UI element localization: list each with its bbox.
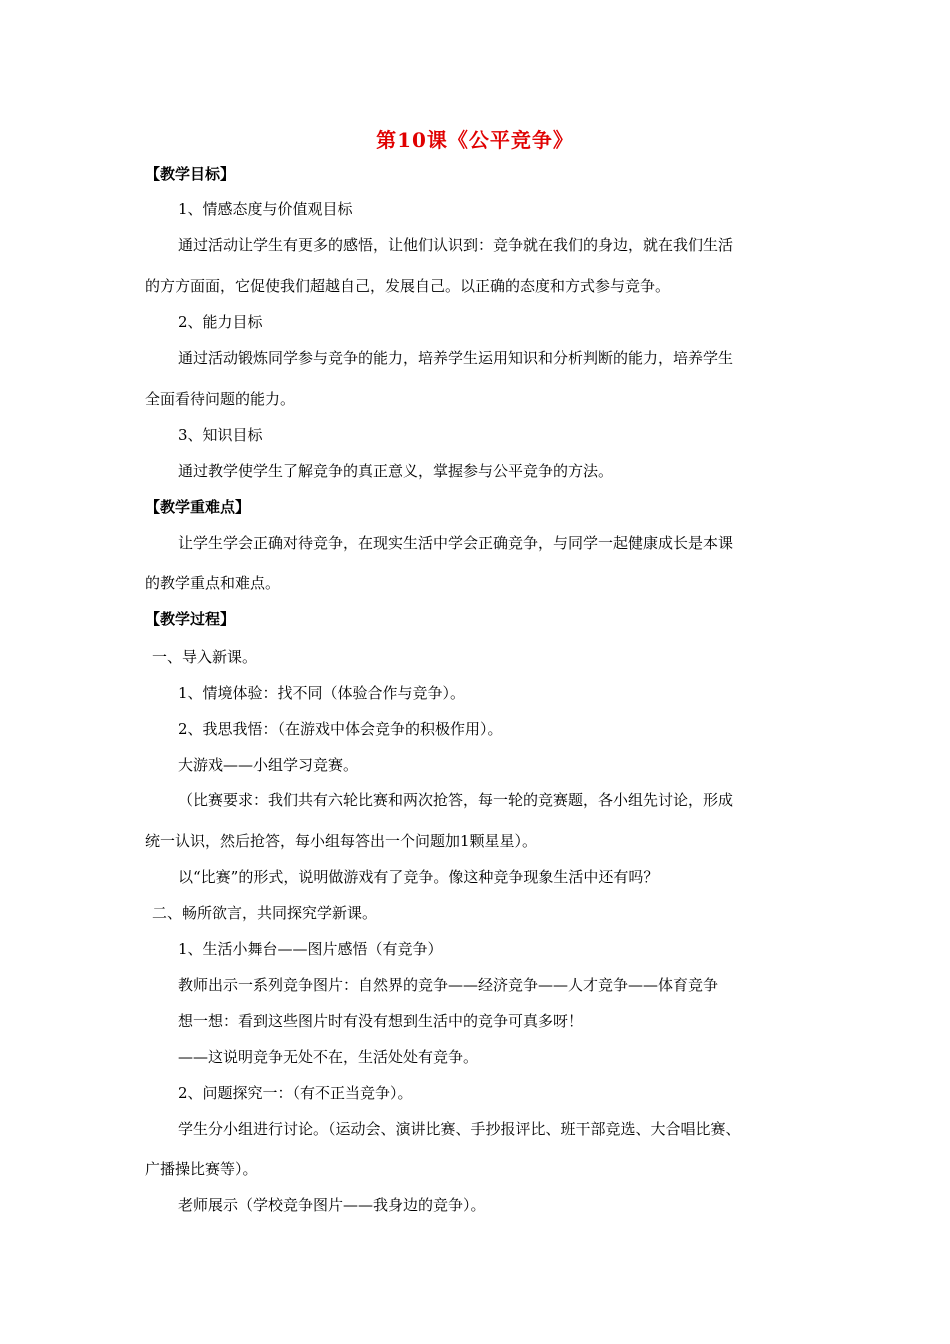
paragraph-line: 以“比赛”的形式，说明做游戏有了竞争。像这种竞争现象生活中还有吗？ xyxy=(178,868,659,886)
paragraph-line: 通过教学使学生了解竞争的真正意义，掌握参与公平竞争的方法。 xyxy=(178,462,614,480)
section-heading-key-points: 【教学重难点】 xyxy=(145,498,251,516)
paragraph-line: 统一认识，然后抢答，每小组每答出一个问题加1颗星星）。 xyxy=(145,832,538,850)
paragraph-line: 一、导入新课。 xyxy=(152,648,258,666)
paragraph-line: 1、生活小舞台——图片感悟（有竞争） xyxy=(178,940,443,958)
paragraph-line: 2、我思我悟：（在游戏中体会竞争的积极作用）。 xyxy=(178,720,503,738)
section-heading-objectives: 【教学目标】 xyxy=(145,165,236,183)
paragraph-line: 老师展示（学校竞争图片——我身边的竞争）。 xyxy=(178,1196,486,1214)
paragraph-line: 大游戏——小组学习竞赛。 xyxy=(178,756,359,774)
paragraph-line: 全面看待问题的能力。 xyxy=(145,390,296,408)
paragraph-line: 二、畅所欲言，共同探究学新课。 xyxy=(152,904,378,922)
paragraph-line: 让学生学会正确对待竞争，在现实生活中学会正确竞争，与同学一起健康成长是本课 xyxy=(178,534,734,552)
paragraph-line: 通过活动锻炼同学参与竞争的能力，培养学生运用知识和分析判断的能力，培养学生 xyxy=(178,349,734,367)
paragraph-line: （比赛要求：我们共有六轮比赛和两次抢答，每一轮的竞赛题，各小组先讨论，形成 xyxy=(178,791,734,809)
paragraph-line: 的方方面面，它促使我们超越自己，发展自己。以正确的态度和方式参与竞争。 xyxy=(145,277,671,295)
paragraph-line: ——这说明竞争无处不在，生活处处有竞争。 xyxy=(178,1048,479,1066)
paragraph-line: 广播操比赛等）。 xyxy=(145,1160,258,1178)
paragraph-line: 3、知识目标 xyxy=(178,426,263,444)
document-title: 第10课《公平竞争》 xyxy=(376,128,574,152)
paragraph-line: 2、能力目标 xyxy=(178,313,263,331)
paragraph-line: 1、情境体验：找不同（体验合作与竞争）。 xyxy=(178,684,466,702)
paragraph-line: 学生分小组进行讨论。（运动会、演讲比赛、手抄报评比、班干部竞选、大合唱比赛、 xyxy=(178,1120,741,1138)
paragraph-line: 通过活动让学生有更多的感悟，让他们认识到：竞争就在我们的身边，就在我们生活 xyxy=(178,236,734,254)
paragraph-line: 教师出示一系列竞争图片：自然界的竞争——经济竞争——人才竞争——体育竞争 xyxy=(178,976,719,994)
paragraph-line: 的教学重点和难点。 xyxy=(145,574,281,592)
paragraph-line: 2、问题探究一：（有不正当竞争）。 xyxy=(178,1084,413,1102)
paragraph-line: 想一想：看到这些图片时有没有想到生活中的竞争可真多呀！ xyxy=(178,1012,584,1030)
section-heading-process: 【教学过程】 xyxy=(145,610,236,628)
paragraph-line: 1、情感态度与价值观目标 xyxy=(178,200,353,218)
